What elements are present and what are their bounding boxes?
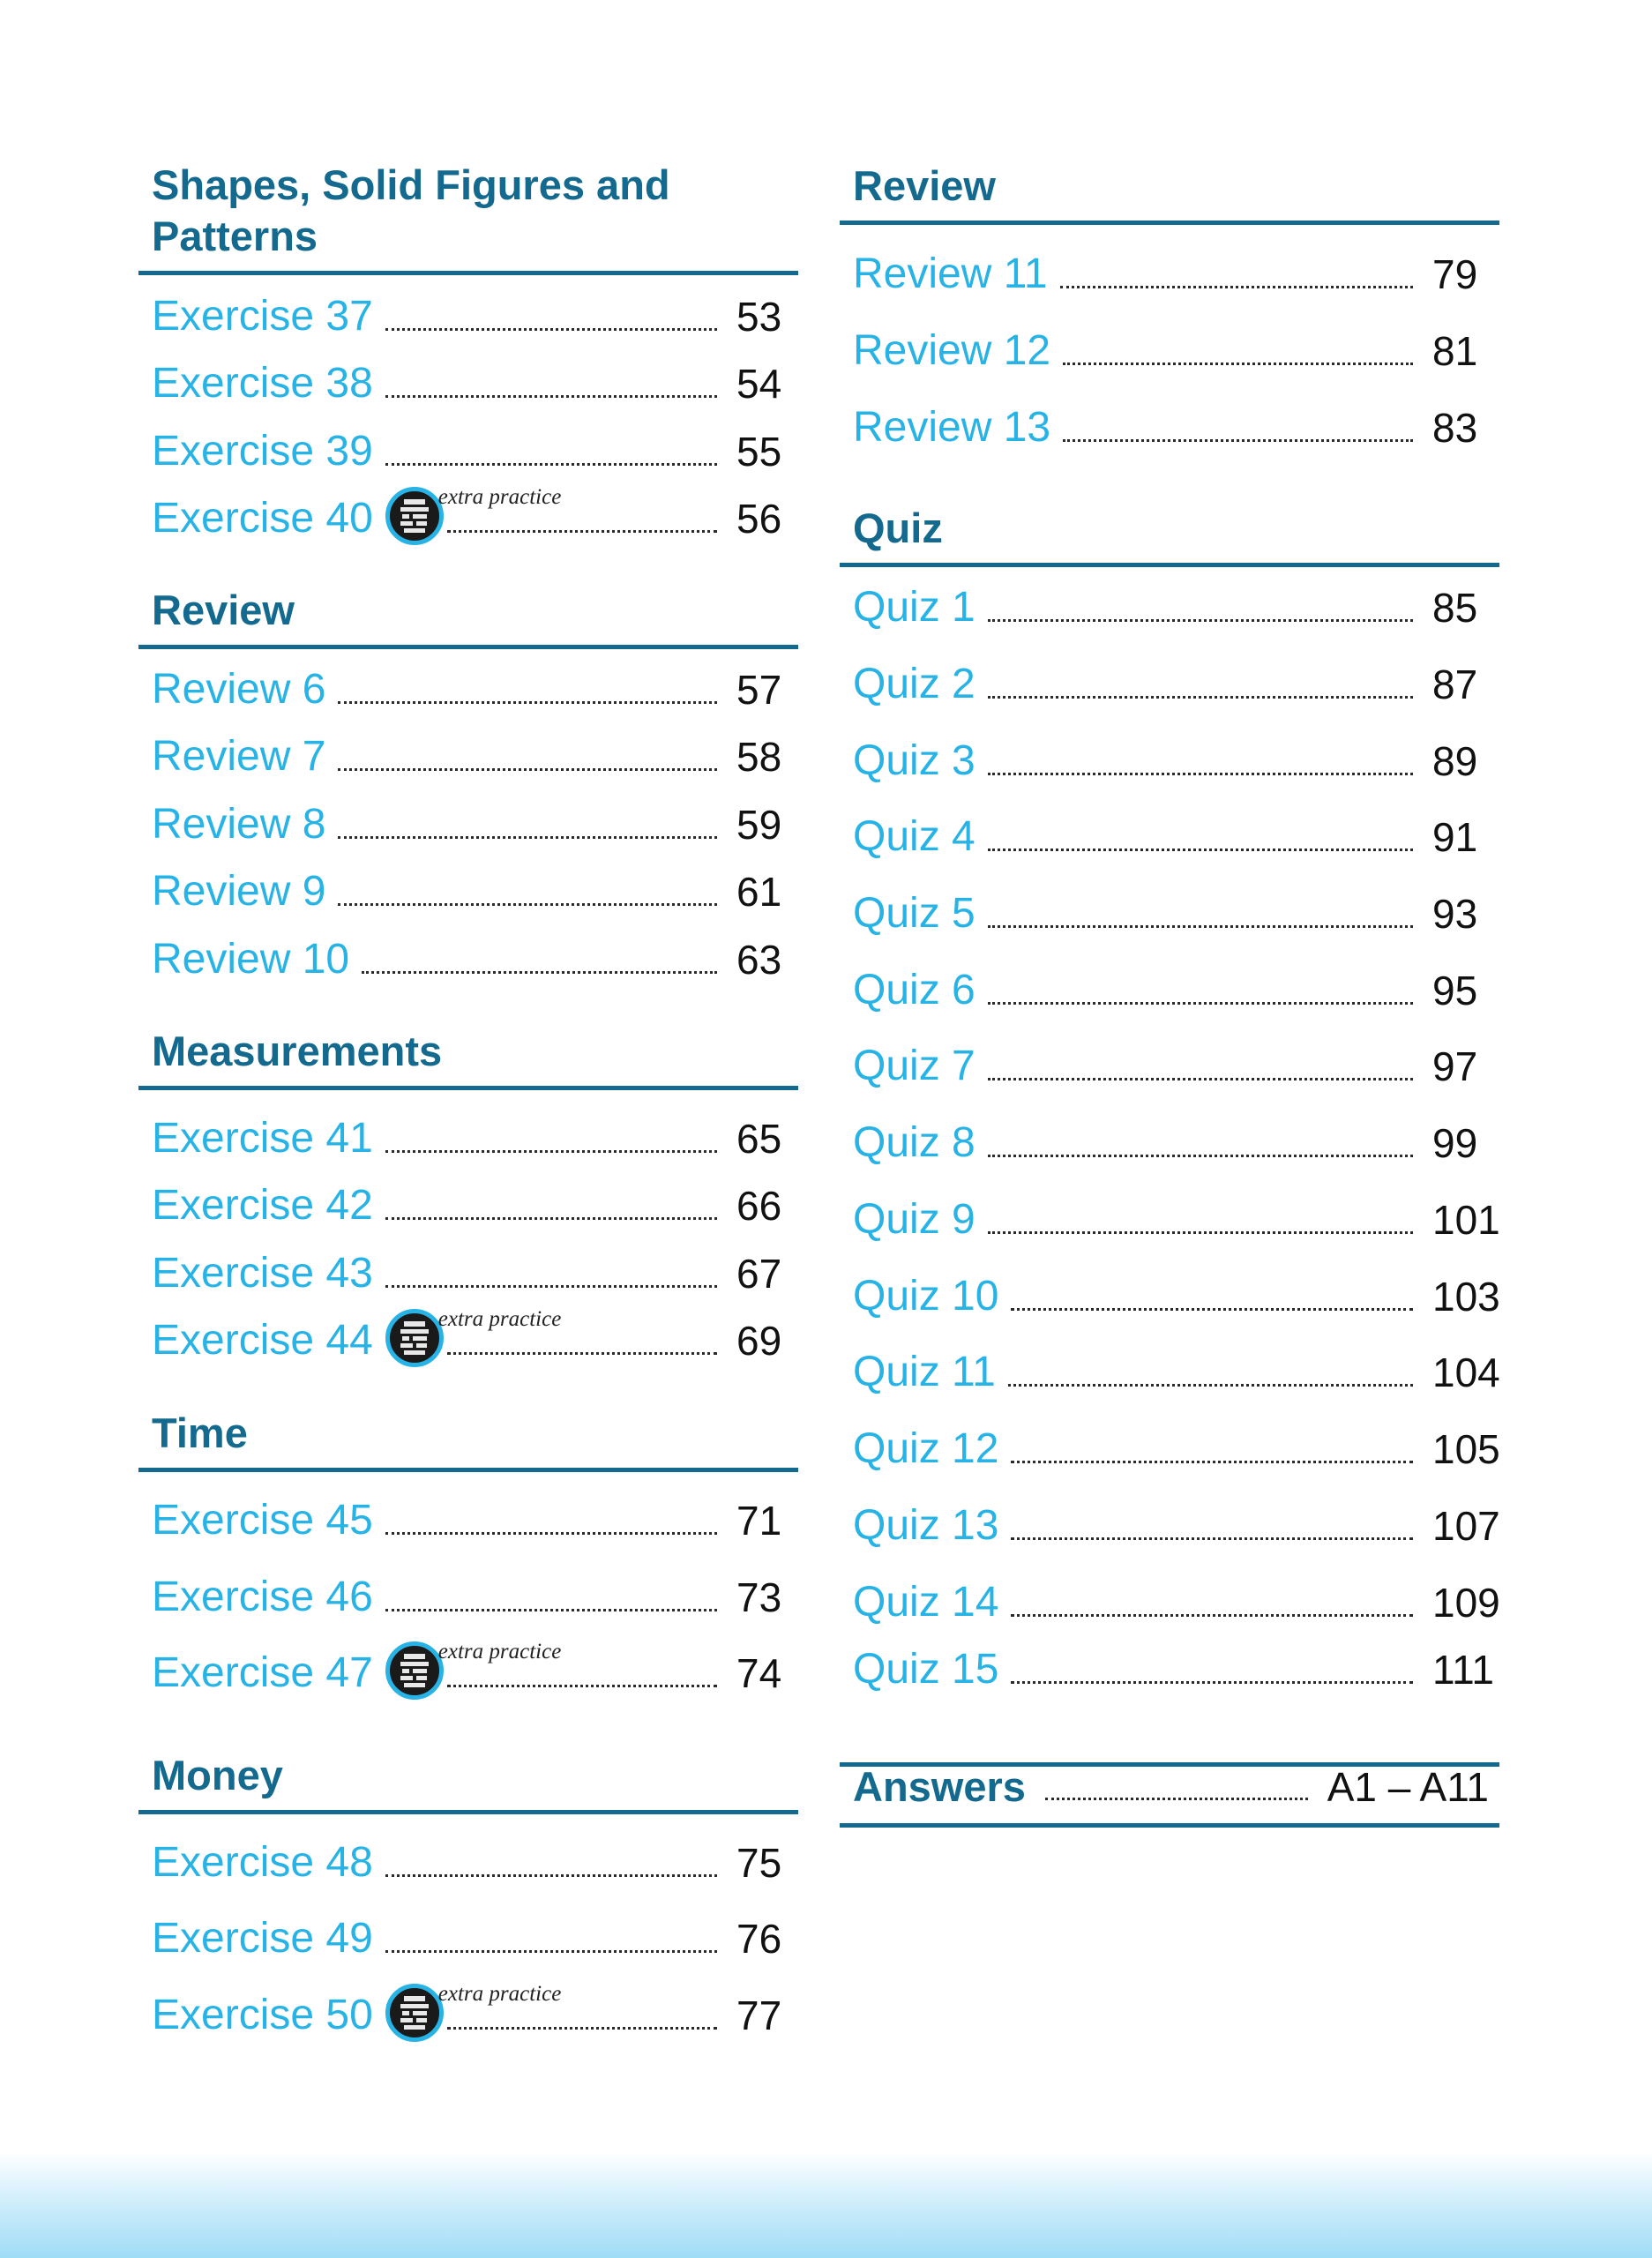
toc-entry-page-number: 61 (736, 869, 782, 915)
toc-entry-page-number: 89 (1432, 738, 1478, 784)
toc-entry[interactable] (853, 653, 1499, 711)
extra-practice-badge (385, 485, 562, 545)
toc-entry[interactable] (152, 420, 798, 478)
toc-entry[interactable] (152, 487, 798, 545)
section-heading-line: Review (853, 162, 996, 209)
toc-entry-label: Exercise 46 (152, 1574, 373, 1620)
toc-entry[interactable] (853, 1035, 1499, 1093)
toc-entry-label: Quiz 10 (853, 1273, 999, 1320)
dot-leader (385, 1950, 717, 1953)
section-heading-line: Measurements (152, 1028, 443, 1074)
toc-entry[interactable] (853, 1265, 1499, 1323)
toc-entry-label: Review 10 (152, 936, 350, 983)
toc-entry-label: Quiz 14 (853, 1579, 999, 1626)
dot-leader (338, 701, 717, 704)
toc-entry-label: Quiz 12 (853, 1425, 999, 1472)
toc-entry[interactable] (152, 860, 798, 918)
toc-entry[interactable] (152, 1984, 798, 2042)
toc-entry-page-number: 54 (736, 361, 782, 407)
dot-leader (385, 463, 717, 466)
section-rule (138, 645, 798, 649)
toc-entry-page-number: 107 (1432, 1503, 1500, 1549)
answers-entry[interactable] (853, 1760, 1499, 1813)
dot-leader (1045, 1798, 1308, 1800)
toc-entry-page-number: 87 (1432, 662, 1478, 707)
dot-leader (447, 2027, 717, 2030)
section-heading-line: Quiz (853, 505, 943, 551)
extra-practice-badge-icon (385, 487, 444, 545)
toc-entry-page-number: 79 (1432, 251, 1478, 297)
section-heading-line: Patterns (152, 213, 318, 259)
dot-leader (988, 696, 1413, 699)
toc-entry-page-number: 95 (1432, 968, 1478, 1013)
section-heading-line: Money (152, 1752, 283, 1798)
dot-leader (1011, 1681, 1413, 1684)
toc-entry-label: Quiz 8 (853, 1119, 976, 1166)
section-rule (138, 1468, 798, 1472)
toc-entry-label: Exercise 43 (152, 1250, 373, 1297)
dot-leader (1008, 1384, 1413, 1387)
dot-leader (338, 768, 717, 771)
toc-entry-label: Exercise 47 (152, 1649, 373, 1696)
toc-entry-page-number: 91 (1432, 814, 1478, 860)
toc-entry-page-number: 99 (1432, 1120, 1478, 1166)
toc-entry[interactable] (152, 1566, 798, 1624)
dot-leader (447, 1352, 717, 1355)
toc-entry-page-number: 81 (1432, 328, 1478, 374)
section-heading-line: Shapes, Solid Figures and (152, 161, 670, 208)
dot-leader (988, 1231, 1413, 1234)
toc-entry[interactable] (152, 658, 798, 716)
toc-entry-label: Exercise 49 (152, 1915, 373, 1962)
toc-entry-page-number: 59 (736, 802, 782, 848)
dot-leader (988, 1002, 1413, 1005)
toc-entry-label: Review 13 (853, 404, 1051, 451)
extra-practice-label: extra practice (437, 1640, 562, 1664)
toc-entry-page-number: 74 (736, 1650, 782, 1696)
dot-leader (385, 1285, 717, 1288)
toc-entry-label: Quiz 1 (853, 584, 976, 631)
dot-leader (338, 836, 717, 839)
toc-entry[interactable] (152, 1242, 798, 1300)
toc-entry-label: Exercise 37 (152, 293, 373, 340)
toc-entry-label: Exercise 39 (152, 428, 373, 475)
extra-practice-badge (385, 1982, 562, 2042)
toc-entry[interactable] (853, 1494, 1499, 1552)
toc-entry[interactable] (853, 243, 1499, 301)
section-heading (152, 1750, 798, 1801)
dot-leader (1063, 363, 1413, 365)
dot-leader (385, 1532, 717, 1535)
toc-entry-page-number: 85 (1432, 585, 1478, 631)
dot-leader (988, 925, 1413, 928)
toc-entry-label: Review 8 (152, 801, 326, 848)
toc-entry-label: Review 9 (152, 868, 326, 915)
toc-entry-page-number: 104 (1432, 1350, 1500, 1395)
toc-entry-page-number: 63 (736, 937, 782, 983)
toc-entry[interactable] (853, 882, 1499, 940)
section-heading (152, 585, 798, 636)
section-heading (853, 161, 1499, 212)
section-heading-line: Review (152, 587, 295, 633)
toc-entry-page-number: 53 (736, 294, 782, 340)
dot-leader (338, 903, 717, 906)
toc-entry-page-number: 111 (1432, 1647, 1494, 1693)
toc-entry[interactable] (152, 793, 798, 851)
toc-entry-page-number: 56 (736, 496, 782, 542)
toc-entry-label: Review 12 (853, 327, 1051, 374)
dot-leader (1011, 1537, 1413, 1540)
section-rule (138, 1810, 798, 1814)
dot-leader (988, 619, 1413, 622)
extra-practice-badge (385, 1640, 562, 1700)
toc-entry-label: Exercise 41 (152, 1115, 373, 1162)
toc-entry-label: Review 11 (853, 250, 1048, 297)
answers-label: Answers (853, 1763, 1026, 1810)
toc-entry-page-number: 93 (1432, 891, 1478, 937)
toc-entry-label: Quiz 15 (853, 1646, 999, 1693)
section-rule (840, 221, 1499, 225)
toc-entry-label: Review 7 (152, 733, 326, 780)
toc-entry-page-number: 58 (736, 734, 782, 780)
section-heading-line: Time (152, 1409, 248, 1456)
toc-entry-page-number: 101 (1432, 1197, 1500, 1243)
toc-entry-label: Exercise 45 (152, 1497, 373, 1544)
toc-entry-label: Quiz 5 (853, 890, 976, 937)
toc-entry-page-number: 103 (1432, 1274, 1500, 1320)
toc-entry[interactable] (853, 1417, 1499, 1476)
answers-page-range: A1 – A11 (1327, 1764, 1489, 1810)
toc-entry-page-number: 55 (736, 429, 782, 475)
toc-entry-page-number: 97 (1432, 1043, 1478, 1089)
extra-practice-label: extra practice (437, 485, 562, 509)
dot-leader (362, 971, 717, 974)
toc-entry-page-number: 57 (736, 667, 782, 713)
toc-entry-label: Exercise 44 (152, 1317, 373, 1364)
dot-leader (385, 328, 717, 331)
bottom-gradient-band (0, 2152, 1652, 2258)
toc-entry-page-number: 83 (1432, 405, 1478, 451)
toc-entry-page-number: 76 (736, 1916, 782, 1962)
toc-entry[interactable] (853, 1571, 1499, 1629)
dot-leader (988, 1155, 1413, 1157)
toc-entry[interactable] (152, 1641, 798, 1700)
section-rule (138, 271, 798, 275)
toc-entry-label: Quiz 7 (853, 1043, 976, 1089)
dot-leader (988, 849, 1413, 851)
extra-practice-label: extra practice (437, 1982, 562, 2006)
toc-entry-label: Exercise 40 (152, 495, 373, 542)
toc-entry[interactable] (152, 1174, 798, 1232)
section-heading (152, 1408, 798, 1459)
toc-entry[interactable] (853, 805, 1499, 864)
toc-entry[interactable] (152, 928, 798, 986)
toc-entry-label: Exercise 48 (152, 1839, 373, 1886)
toc-entry[interactable] (152, 1309, 798, 1367)
dot-leader (1011, 1461, 1413, 1463)
toc-entry[interactable] (853, 959, 1499, 1017)
dot-leader (447, 1685, 717, 1687)
toc-entry-label: Review 6 (152, 666, 326, 713)
toc-entry[interactable] (853, 396, 1499, 454)
toc-entry-page-number: 65 (736, 1116, 782, 1162)
toc-entry[interactable] (853, 729, 1499, 788)
toc-entry-page-number: 109 (1432, 1580, 1500, 1626)
toc-entry[interactable] (853, 1188, 1499, 1246)
toc-entry[interactable] (853, 1111, 1499, 1170)
dot-leader (1011, 1308, 1413, 1311)
toc-entry[interactable] (152, 285, 798, 343)
toc-entry-page-number: 77 (736, 1993, 782, 2038)
toc-entry[interactable] (152, 1107, 798, 1165)
toc-entry-label: Exercise 50 (152, 1992, 373, 2038)
toc-entry[interactable] (152, 352, 798, 410)
toc-entry-page-number: 69 (736, 1318, 782, 1364)
toc-entry[interactable] (853, 319, 1499, 378)
toc-entry[interactable] (152, 1831, 798, 1889)
extra-practice-badge-icon (385, 1984, 444, 2042)
dot-leader (385, 1217, 717, 1220)
dot-leader (385, 1609, 717, 1611)
section-rule (138, 1086, 798, 1090)
toc-entry[interactable] (853, 576, 1499, 634)
toc-entry[interactable] (152, 1907, 798, 1965)
toc-entry-label: Exercise 38 (152, 360, 373, 407)
dot-leader (1011, 1614, 1413, 1617)
toc-entry-page-number: 71 (736, 1498, 782, 1544)
section-heading (152, 160, 798, 262)
dot-leader (1060, 286, 1413, 288)
toc-entry-label: Quiz 11 (853, 1349, 996, 1395)
toc-entry-label: Quiz 13 (853, 1502, 999, 1549)
toc-entry-page-number: 73 (736, 1574, 782, 1620)
dot-leader (988, 1078, 1413, 1080)
toc-entry-label: Exercise 42 (152, 1182, 373, 1229)
dot-leader (385, 395, 717, 398)
toc-entry-page-number: 66 (736, 1183, 782, 1229)
toc-entry-page-number: 75 (736, 1840, 782, 1886)
dot-leader (447, 530, 717, 533)
toc-entry[interactable] (152, 1489, 798, 1547)
toc-entry-label: Quiz 3 (853, 737, 976, 784)
extra-practice-badge-icon (385, 1309, 444, 1367)
extra-practice-badge (385, 1307, 562, 1367)
dot-leader (385, 1150, 717, 1153)
extra-practice-badge-icon (385, 1641, 444, 1700)
toc-entry-label: Quiz 6 (853, 967, 976, 1013)
section-heading (853, 503, 1499, 554)
toc-entry-page-number: 105 (1432, 1426, 1500, 1472)
toc-entry-label: Quiz 9 (853, 1196, 976, 1243)
toc-entry[interactable] (853, 1341, 1499, 1399)
toc-entry-label: Quiz 4 (853, 813, 976, 860)
answers-bottom-rule (840, 1823, 1499, 1828)
extra-practice-label: extra practice (437, 1307, 562, 1331)
dot-leader (1063, 439, 1413, 442)
section-rule (840, 563, 1499, 567)
section-heading (152, 1026, 798, 1077)
toc-entry[interactable] (152, 725, 798, 783)
dot-leader (988, 773, 1413, 775)
toc-entry-page-number: 67 (736, 1251, 782, 1297)
toc-entry-label: Quiz 2 (853, 661, 976, 707)
toc-entry[interactable] (853, 1638, 1499, 1696)
dot-leader (385, 1874, 717, 1877)
